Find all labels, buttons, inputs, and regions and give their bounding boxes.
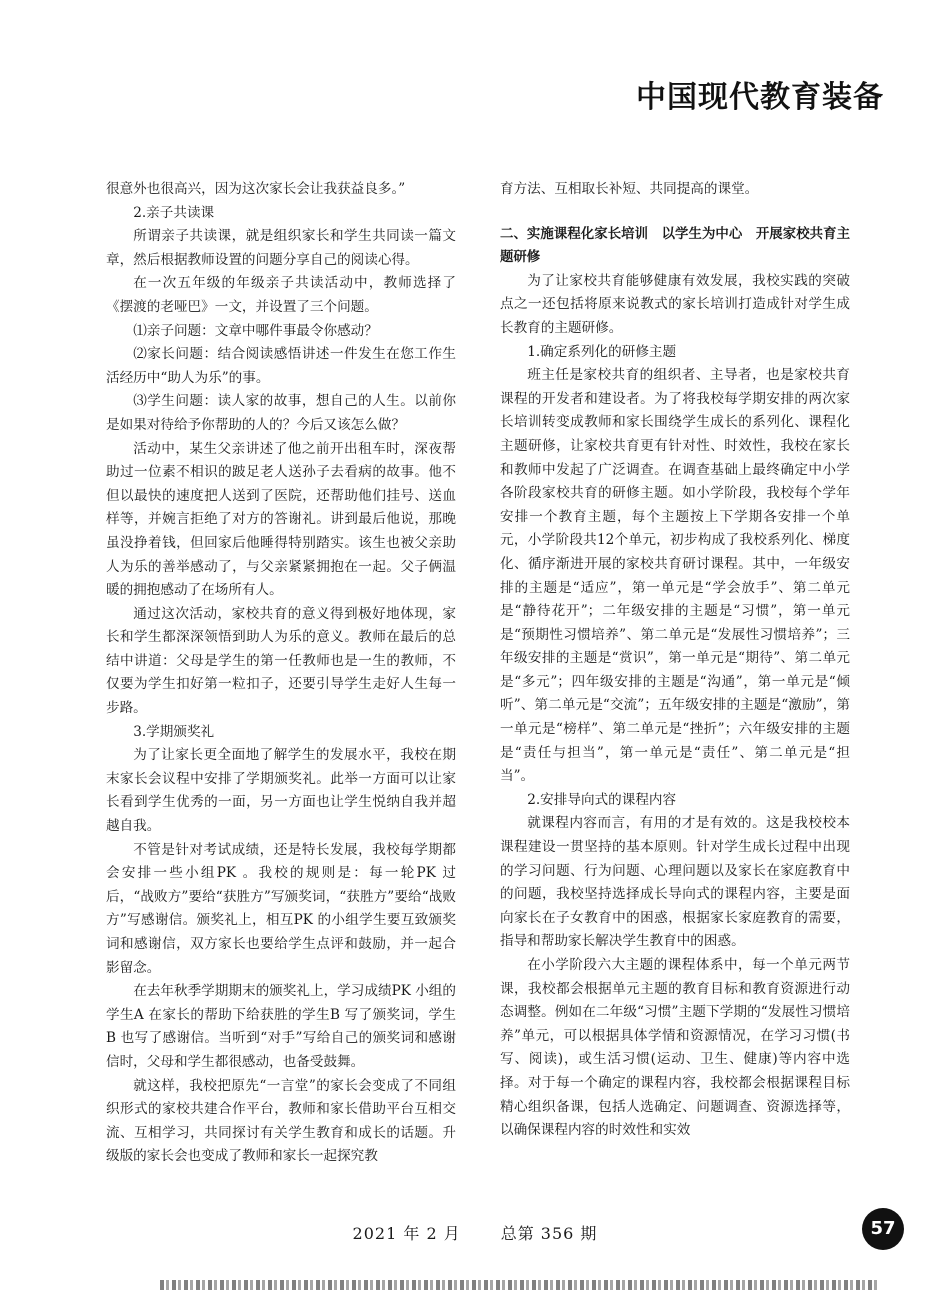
paragraph: 所谓亲子共读课，就是组织家长和学生共同读一篇文章，然后根据教师设置的问题分享自己的阅读心得。 [106, 228, 456, 268]
paragraph: 1.确定系列化的研修主题 [527, 343, 677, 360]
footer-issue-info [0, 1221, 950, 1244]
paragraph: 通过这次活动，家校共育的意义得到极好地体现，家长和学生都深深领悟到助人为乐的意义。教师在最后的总结中讲道：父母是学生的第一任教师也是一生的教师，不仅要为学生扣好第一粒扣子，还要引导学生走好人生每一步路。 [106, 605, 456, 717]
paragraph: 2.亲子共读课 [133, 204, 215, 221]
scan-edge-strip [160, 1280, 880, 1290]
paragraph: 就这样，我校把原先“一言堂”的家长会变成了不同组织形式的家校共建合作平台，教师和家长借助平台互相交流、互相学习，共同探讨有关学生教育和成长的话题。升级版的家长会也变成了教师和家长一起探究教 [106, 1077, 456, 1165]
paragraph: 很意外也很高兴，因为这次家长会让我获益良多。” [106, 181, 406, 197]
paragraph: 3.学期颁奖礼 [133, 723, 215, 740]
paragraph: 就课程内容而言，有用的才是有效的。这是我校校本课程建设一贯坚持的基本原则。针对学生成长过程中出现的学习问题、行为问题、心理问题以及家长在家庭教育中的问题，我校坚持选择成长导向式的课程内容，主要是面向家长在子女教育中的困惑，根据家长家庭教育的需要，指导和帮助家长解决学生教育中的困惑。 [500, 815, 850, 950]
paragraph: 为了让家校共育能够健康有效发展，我校实践的突破点之一还包括将原来说教式的家长培训打造成针对学生成长教育的主题研修。 [500, 272, 850, 336]
page-number-badge: 57 [862, 1208, 904, 1250]
right-text-column [500, 178, 850, 1143]
section-heading: 二、实施课程化家长培训 以学生为中心 开展家校共育主题研修 [500, 226, 850, 266]
paragraph: ⑶学生问题：读人家的故事，想自己的人生。以前你是如果对待给予你帮助的人的？今后又该怎么做？ [106, 393, 456, 433]
paragraph: ⑵家长问题：结合阅读感悟讲述一件发生在您工作生活经历中“助人为乐”的事。 [106, 346, 456, 386]
paragraph: 在小学阶段六大主题的课程体系中，每一个单元两节课，我校都会根据单元主题的教育目标和教育资源进行动态调整。例如在二年级“习惯”主题下学期的“发展性习惯培养”单元，可以根据具体学情和资源情况，在学习习惯(书写、阅读)，或生活习惯(运动、卫生、健康)等内容中选择。对于每一个确定的课程内容，我校都会根据课程目标精心组织备课，包括人选确定、问题调查、资源选择等，以确保课程内容的时效性和实效 [500, 957, 850, 1139]
paragraph: 活动中，某生父亲讲述了他之前开出租车时，深夜帮助过一位素不相识的跛足老人送孙子去看病的故事。他不但以最快的速度把人送到了医院，还帮助他们挂号、送血样等，并婉言拒绝了对方的答谢礼。讲到最后他说，那晚虽没挣着钱，但回家后他睡得特别踏实。该生也被父亲助人为乐的善举感动了，与父亲紧紧拥抱在一起。父子俩温暖的拥抱感动了在场所有人。 [106, 440, 456, 599]
paragraph: 在一次五年级的年级亲子共读活动中，教师选择了《摆渡的老哑巴》一文，并设置了三个问题。 [106, 275, 456, 315]
journal-title: 中国现代教育装备 [636, 80, 884, 115]
paragraph: 2.安排导向式的课程内容 [527, 791, 677, 808]
left-text-column [106, 178, 456, 1169]
paragraph: 在去年秋季学期期末的颁奖礼上，学习成绩PK 小组的学生A 在家长的帮助下给获胜的学生B 写了颁奖词，学生B 也写了感谢信。当听到“对手”写给自己的颁奖词和感谢信时，父母和学生都很感动，也备受鼓舞。 [106, 983, 456, 1070]
paragraph: 不管是针对考试成绩，还是特长发展，我校每学期都会安排一些小组PK 。我校的规则是：每一轮PK 过后，“战败方”要给“获胜方”写颁奖词，“获胜方”要给“战败方”写感谢信。颁奖礼上，相互PK 的小组学生要互致颁奖词和感谢信，双方家长也要给学生点评和鼓励，并一起合影留念。 [106, 841, 456, 976]
paragraph: ⑴亲子问题：文章中哪件事最令你感动？ [133, 322, 378, 339]
paragraph: 育方法、互相取长补短、共同提高的课堂。 [500, 181, 759, 197]
footer-issue: 总第 356 期 [500, 1224, 598, 1243]
paragraph: 为了让家长更全面地了解学生的发展水平，我校在期末家长会议程中安排了学期颁奖礼。此举一方面可以让家长看到学生优秀的一面，另一方面也让学生悦纳自我并超越自我。 [106, 747, 456, 835]
footer-date: 2021 年 2 月 [352, 1224, 461, 1243]
paragraph: 班主任是家校共育的组织者、主导者，也是家校共育课程的开发者和建设者。为了将我校每学期安排的两次家长培训转变成教师和家长围绕学生成长的系列化、课程化主题研修，让家校共育更有针对性、时效性，我校在家长和教师中发起了广泛调查。在调查基础上最终确定中小学各阶段家校共育的研修主题。如小学阶段，我校每个学年安排一个教育主题，每个主题按上下学期各安排一个单元，小学阶段共12个单元，初步构成了我校系列化、梯度化、循序渐进开展的家校共育研讨课程。其中，一年级安排的主题是“适应”，第一单元是“学会放手”、第二单元是“静待花开”；二年级安排的主题是“习惯”，第一单元是“预期性习惯培养”、第二单元是“发展性习惯培养”；三年级安排的主题是“赏识”，第一单元是“期待”、第二单元是“多元”；四年级安排的主题是“沟通”，第一单元是“倾听”、第二单元是“交流”；五年级安排的主题是“激励”，第一单元是“榜样”、第二单元是“挫折”；六年级安排的主题是“责任与担当”，第一单元是“责任”、第二单元是“担当”。 [500, 367, 850, 785]
